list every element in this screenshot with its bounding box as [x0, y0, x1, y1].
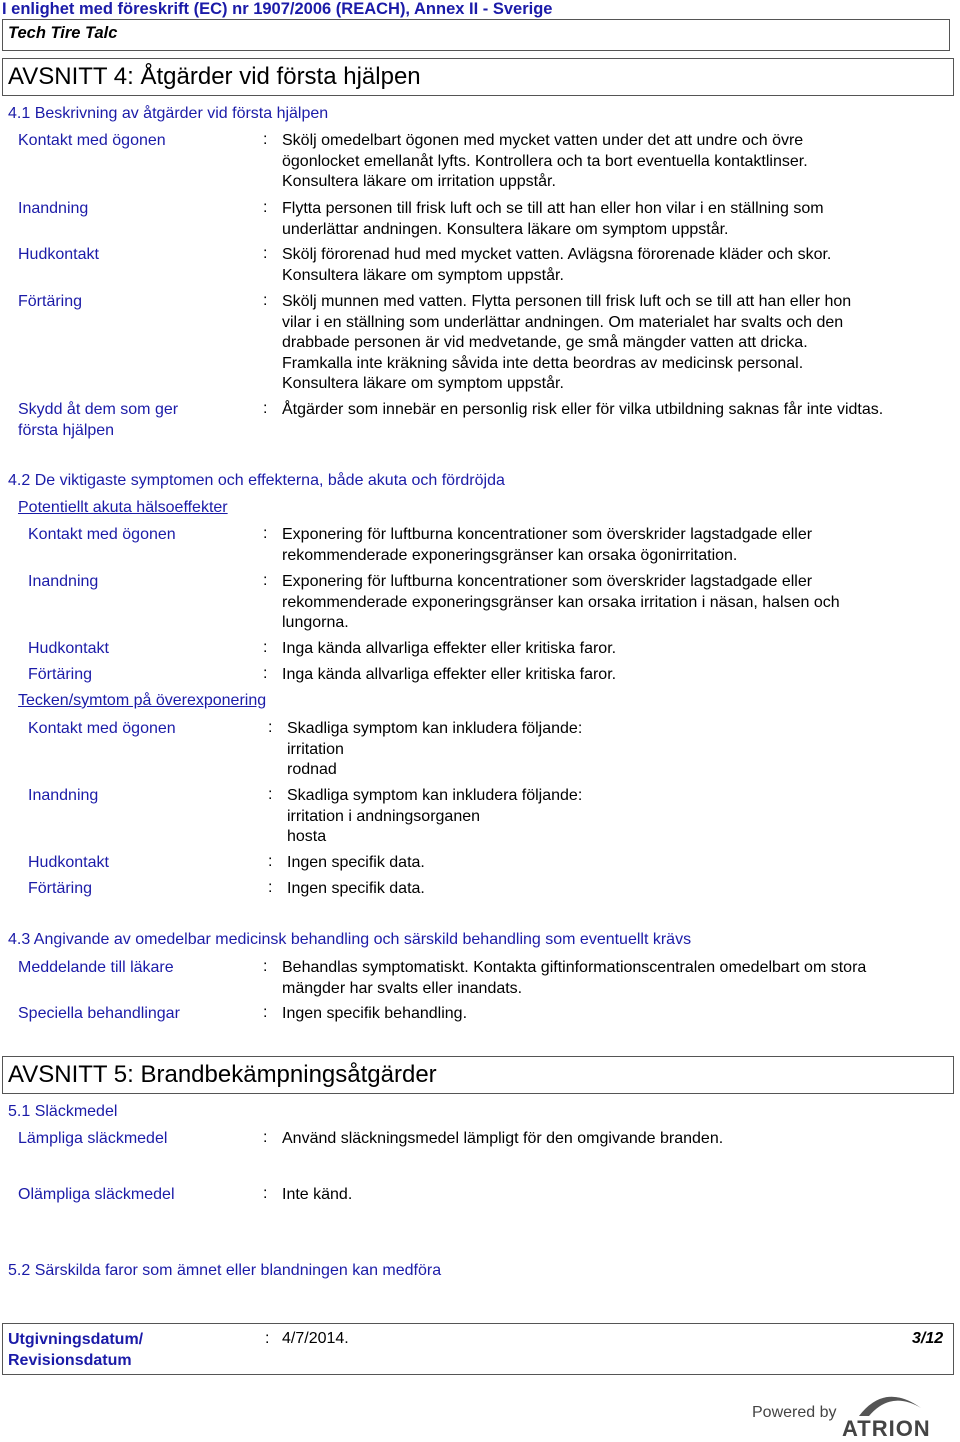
row-text-ingestion: Skölj munnen med vatten. Flytta personen till frisk luft och se till att han eller hon vilar i en ställning som underlättar andningen. Om materialet har svalts och den drabbade personen är vid medvetande, ge små mängder vatten att dricka. Framkalla inte kräkning såvida inte detta beordras av medicinsk personal. Konsultera läkare om symptom uppstår.: [282, 293, 852, 392]
colon: :: [263, 1129, 268, 1146]
document-regulation-line: I enlighet med föreskrift (EC) nr 1907/2006 (REACH), Annex II - Sverige: [2, 0, 553, 18]
colon: :: [263, 639, 268, 656]
colon: :: [263, 572, 268, 589]
row-text-suitable-media: Använd släckningsmedel lämpligt för den omgivande branden.: [282, 1130, 724, 1147]
signs-label-ingestion: Förtäring: [28, 880, 93, 897]
row-label-suitable-media: Lämpliga släckmedel: [18, 1130, 168, 1147]
acute-text-eye-contact: Exponering för luftburna koncentrationer som överskrider lagstadgade eller rekommenderade exponeringsgränser kan orsaka ögonirritation.: [282, 526, 813, 564]
section5-2-heading: 5.2 Särskilda faror som ämnet eller blandningen kan medföra: [8, 1262, 442, 1279]
section4-3-heading: 4.3 Angivande av omedelbar medicinsk behandling och särskild behandling som eventuellt krävs: [8, 931, 692, 948]
signs-text-ingestion: Ingen specifik data.: [287, 880, 425, 897]
product-name: Tech Tire Talc: [8, 24, 118, 42]
colon: :: [263, 1004, 268, 1021]
powered-by-text: Powered by: [752, 1404, 837, 1421]
acute-label-inhalation: Inandning: [28, 573, 99, 590]
product-name-box: [2, 19, 950, 51]
row-label-eye-contact: Kontakt med ögonen: [18, 132, 166, 149]
row-text-skin-contact: Skölj förorenad hud med mycket vatten. Avlägsna förorenade kläder och skor. Konsultera läkare om symptom uppstår.: [282, 246, 832, 284]
atrion-swoosh-logo: [855, 1388, 925, 1418]
footer-issue-date: 4/7/2014.: [282, 1330, 349, 1347]
section4-1-heading: 4.1 Beskrivning av åtgärder vid första hjälpen: [8, 105, 329, 122]
acute-text-ingestion: Inga kända allvarliga effekter eller kritiska faror.: [282, 666, 617, 683]
section4-title: AVSNITT 4: Åtgärder vid första hjälpen: [8, 63, 421, 90]
group-title-acute-effects: Potentiellt akuta hälsoeffekter: [18, 499, 228, 516]
row-label-unsuitable-media: Olämpliga släckmedel: [18, 1186, 175, 1203]
signs-text-skin-contact: Ingen specifik data.: [287, 854, 425, 871]
colon: :: [263, 245, 268, 262]
colon: :: [263, 525, 268, 542]
acute-label-skin-contact: Hudkontakt: [28, 640, 109, 657]
row-text-unsuitable-media: Inte känd.: [282, 1186, 353, 1203]
row-text-eye-contact: Skölj omedelbart ögonen med mycket vatten under det att undre och övre ögonlocket emellanåt lyfts. Kontrollera och ta bort eventuella kontaktlinser. Konsultera läkare om irritation uppstår.: [282, 132, 808, 190]
row-text-specific-treatments: Ingen specifik behandling.: [282, 1005, 468, 1022]
acute-label-ingestion: Förtäring: [28, 666, 93, 683]
row-label-specific-treatments: Speciella behandlingar: [18, 1005, 180, 1022]
colon: :: [265, 1330, 270, 1347]
footer-box: [2, 1323, 954, 1375]
atrion-brand-logo: ATRION: [842, 1416, 931, 1441]
row-label-inhalation: Inandning: [18, 200, 89, 217]
colon: :: [263, 1185, 268, 1202]
colon: :: [268, 786, 273, 803]
signs-text-inhalation: Skadliga symptom kan inkludera följande: irritation i andningsorganen hosta: [287, 787, 583, 845]
row-text-first-aider-protection: Åtgärder som innebär en personlig risk eller för vilka utbildning saknas får inte vidtas.: [282, 401, 884, 418]
colon: :: [263, 958, 268, 975]
row-label-note-to-physician: Meddelande till läkare: [18, 959, 174, 976]
section5-title: AVSNITT 5: Brandbekämpningsåtgärder: [8, 1061, 437, 1088]
signs-label-inhalation: Inandning: [28, 787, 99, 804]
colon: :: [263, 400, 268, 417]
footer-issue-date-label: Utgivningsdatum/ Revisionsdatum: [8, 1331, 144, 1369]
colon: :: [263, 131, 268, 148]
signs-label-skin-contact: Hudkontakt: [28, 854, 109, 871]
acute-label-eye-contact: Kontakt med ögonen: [28, 526, 176, 543]
row-label-ingestion: Förtäring: [18, 293, 83, 310]
acute-text-inhalation: Exponering för luftburna koncentrationer som överskrider lagstadgade eller rekommenderade exponeringsgränser kan orsaka irritation i näsan, halsen och lungorna.: [282, 573, 840, 631]
page-number: 3/12: [912, 1330, 944, 1347]
row-text-note-to-physician: Behandlas symptomatiskt. Kontakta giftinformationscentralen omedelbart om stora mängder har svalts eller inandats.: [282, 959, 867, 997]
group-title-overexposure-signs: Tecken/symtom på överexponering: [18, 692, 267, 709]
section4-2-heading: 4.2 De viktigaste symptomen och effekterna, både akuta och fördröjda: [8, 472, 505, 489]
section5-1-heading: 5.1 Släckmedel: [8, 1103, 118, 1120]
colon: :: [263, 199, 268, 216]
row-label-skin-contact: Hudkontakt: [18, 246, 99, 263]
colon: :: [268, 879, 273, 896]
signs-text-eye-contact: Skadliga symptom kan inkludera följande: irritation rodnad: [287, 720, 583, 778]
colon: :: [263, 292, 268, 309]
signs-label-eye-contact: Kontakt med ögonen: [28, 720, 176, 737]
row-label-first-aider-protection: Skydd åt dem som ger första hjälpen: [18, 401, 179, 439]
acute-text-skin-contact: Inga kända allvarliga effekter eller kritiska faror.: [282, 640, 617, 657]
colon: :: [268, 719, 273, 736]
colon: :: [263, 665, 268, 682]
colon: :: [268, 853, 273, 870]
row-text-inhalation: Flytta personen till frisk luft och se till att han eller hon vilar i en ställning som underlättar andningen. Konsultera läkare om symptom uppstår.: [282, 200, 824, 238]
